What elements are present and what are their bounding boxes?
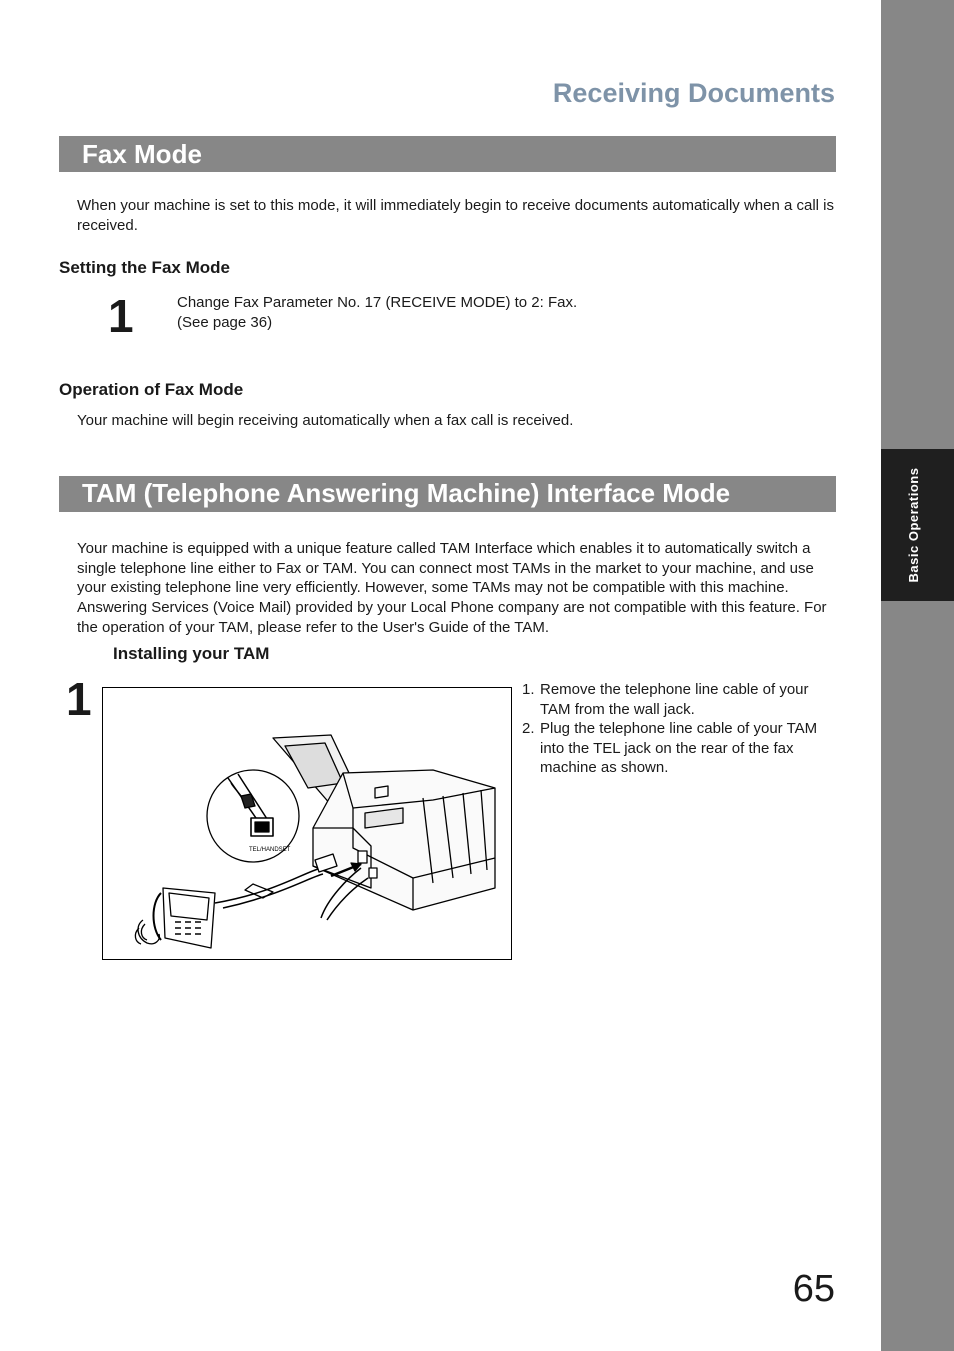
fax-mode-section-title: Fax Mode: [82, 139, 202, 169]
tel-cable: [215, 868, 321, 903]
setting-step-line2: (See page 36): [177, 314, 273, 331]
instruction-number: 2.: [522, 720, 535, 737]
installing-step-number: 1: [66, 673, 92, 725]
tel-handset-label: TEL/HANDSET: [249, 847, 291, 853]
tam-connection-figure: [102, 687, 512, 960]
instruction-number: 1.: [522, 681, 535, 698]
installing-instructions: [522, 680, 842, 778]
setting-step-text: [177, 293, 577, 333]
instruction-item: [522, 680, 842, 719]
chapter-title: Receiving Documents: [552, 78, 835, 108]
operation-fax-mode-text: Your machine will begin receiving automatically when a fax call is received.: [77, 412, 574, 429]
setting-step-number: 1: [108, 290, 134, 342]
instruction-text: Remove the telephone line cable of your TAM from the wall jack.: [540, 681, 809, 718]
side-margin-bar: [881, 0, 954, 1351]
page-number: 65: [792, 1268, 835, 1310]
instruction-text: Plug the telephone line cable of your TAM into the TEL jack on the rear of the fax machine as shown.: [540, 720, 818, 776]
tam-mode-intro: Your machine is equipped with a unique feature called TAM Interface which enables it to automatically switch a single telephone line either to Fax or TAM. You can connect most TAMs in the market to your machine, and use your existing telephone line very efficiently. However, some TAMs may not be compatible with this machine. Answering Services (Voice Mail) provided by your Local Phone company are not compatible with this feature. For the operation of your TAM, please refer to the User's Guide of the TAM.: [77, 540, 827, 636]
setting-fax-mode-heading: Setting the Fax Mode: [59, 258, 230, 277]
chapter-tab-label: Basic Operations: [906, 467, 921, 583]
fax-mode-intro: When your machine is set to this mode, it will immediately begin to receive documents automatically when a call is received.: [77, 197, 835, 234]
fax-tam-illustration: [103, 688, 511, 959]
tam-mode-section-title: TAM (Telephone Answering Machine) Interface Mode: [82, 478, 731, 508]
installing-tam-heading: Installing your TAM: [113, 644, 270, 663]
setting-step-line1: Change Fax Parameter No. 17 (RECEIVE MODE) to 2: Fax.: [177, 294, 578, 311]
operation-fax-mode-heading: Operation of Fax Mode: [59, 380, 244, 399]
instruction-item: [522, 719, 842, 778]
